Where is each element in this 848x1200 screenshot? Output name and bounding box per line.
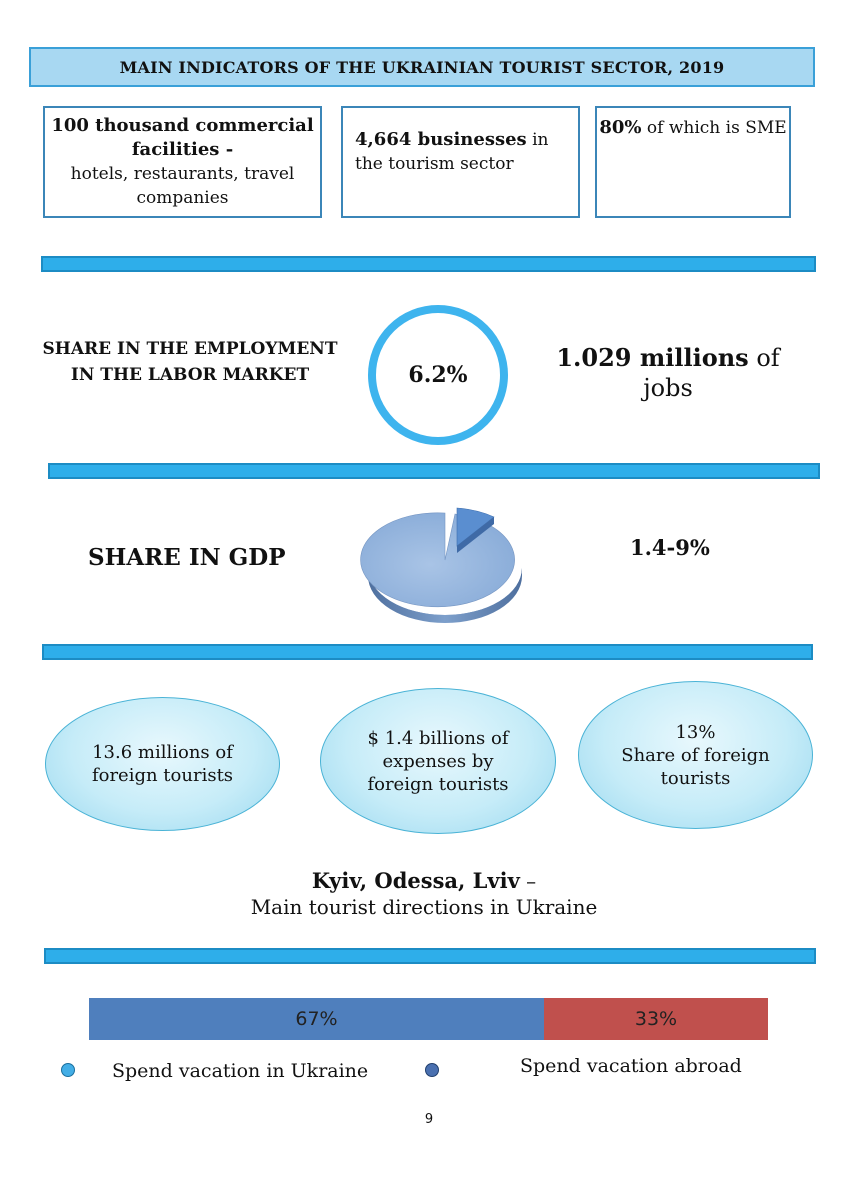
section-divider xyxy=(41,256,816,272)
page-title: MAIN INDICATORS OF THE UKRAINIAN TOURIST SECTOR, 2019 xyxy=(29,47,815,87)
foreign-expenses-text: $ 1.4 billions of expenses by foreign tourists xyxy=(367,727,509,795)
jobs-number: 1.029 millions xyxy=(556,343,749,372)
employment-share-value: 6.2% xyxy=(408,362,468,388)
section-divider xyxy=(48,463,820,479)
legend-ukraine-label: Spend vacation in Ukraine xyxy=(112,1060,369,1082)
facilities-count: 100 thousand commercial facilities - xyxy=(51,115,314,160)
foreign-share-text: Share of foreign tourists xyxy=(621,744,770,789)
bar-label-ukraine: 67% xyxy=(295,1008,338,1030)
commercial-facilities-box xyxy=(43,106,322,218)
legend-ukraine-marker-icon xyxy=(61,1063,75,1077)
foreign-share-content xyxy=(616,721,776,790)
section-divider xyxy=(44,948,816,964)
gdp-pie-main-slice xyxy=(361,513,515,607)
sme-box xyxy=(595,106,791,218)
gdp-pie-chart xyxy=(360,500,535,625)
sme-description: of which is SME xyxy=(641,118,787,138)
page-number: 9 xyxy=(424,1112,434,1127)
facilities-description: hotels, restaurants, travel companies xyxy=(70,164,295,208)
foreign-share-value: 13% xyxy=(675,721,716,743)
tourist-directions-text: Main tourist directions in Ukraine xyxy=(250,895,598,919)
sme-percent: 80% xyxy=(599,117,642,138)
businesses-count: 4,664 businesses xyxy=(355,129,527,150)
bar-segment-abroad xyxy=(544,998,768,1040)
foreign-tourists-ellipse xyxy=(45,697,280,831)
businesses-description: in the tourism sector xyxy=(355,130,549,174)
employment-label: SHARE IN THE EMPLOYMENT IN THE LABOR MARKET xyxy=(42,339,338,385)
tourist-directions xyxy=(0,868,848,920)
businesses-box xyxy=(341,106,580,218)
legend-abroad-label: Spend vacation abroad xyxy=(520,1055,742,1077)
gdp-share-value: 1.4-9% xyxy=(630,535,710,560)
employment-share-ring xyxy=(368,305,508,445)
jobs-count xyxy=(548,343,788,403)
gdp-label: SHARE IN GDP xyxy=(88,544,286,571)
foreign-expenses-ellipse xyxy=(320,688,556,834)
legend-abroad-marker-icon xyxy=(425,1063,439,1077)
section-divider xyxy=(42,644,813,660)
tourist-cities: Kyiv, Odessa, Lviv xyxy=(311,868,520,893)
jobs-unit: of jobs xyxy=(643,344,780,402)
tourist-cities-dash: – xyxy=(519,869,537,893)
bar-segment-ukraine xyxy=(89,998,544,1040)
vacation-stacked-bar xyxy=(89,998,768,1040)
foreign-tourists-text: 13.6 millions of foreign tourists xyxy=(91,742,234,786)
foreign-share-ellipse xyxy=(578,681,813,829)
bar-label-abroad: 33% xyxy=(634,1008,678,1030)
